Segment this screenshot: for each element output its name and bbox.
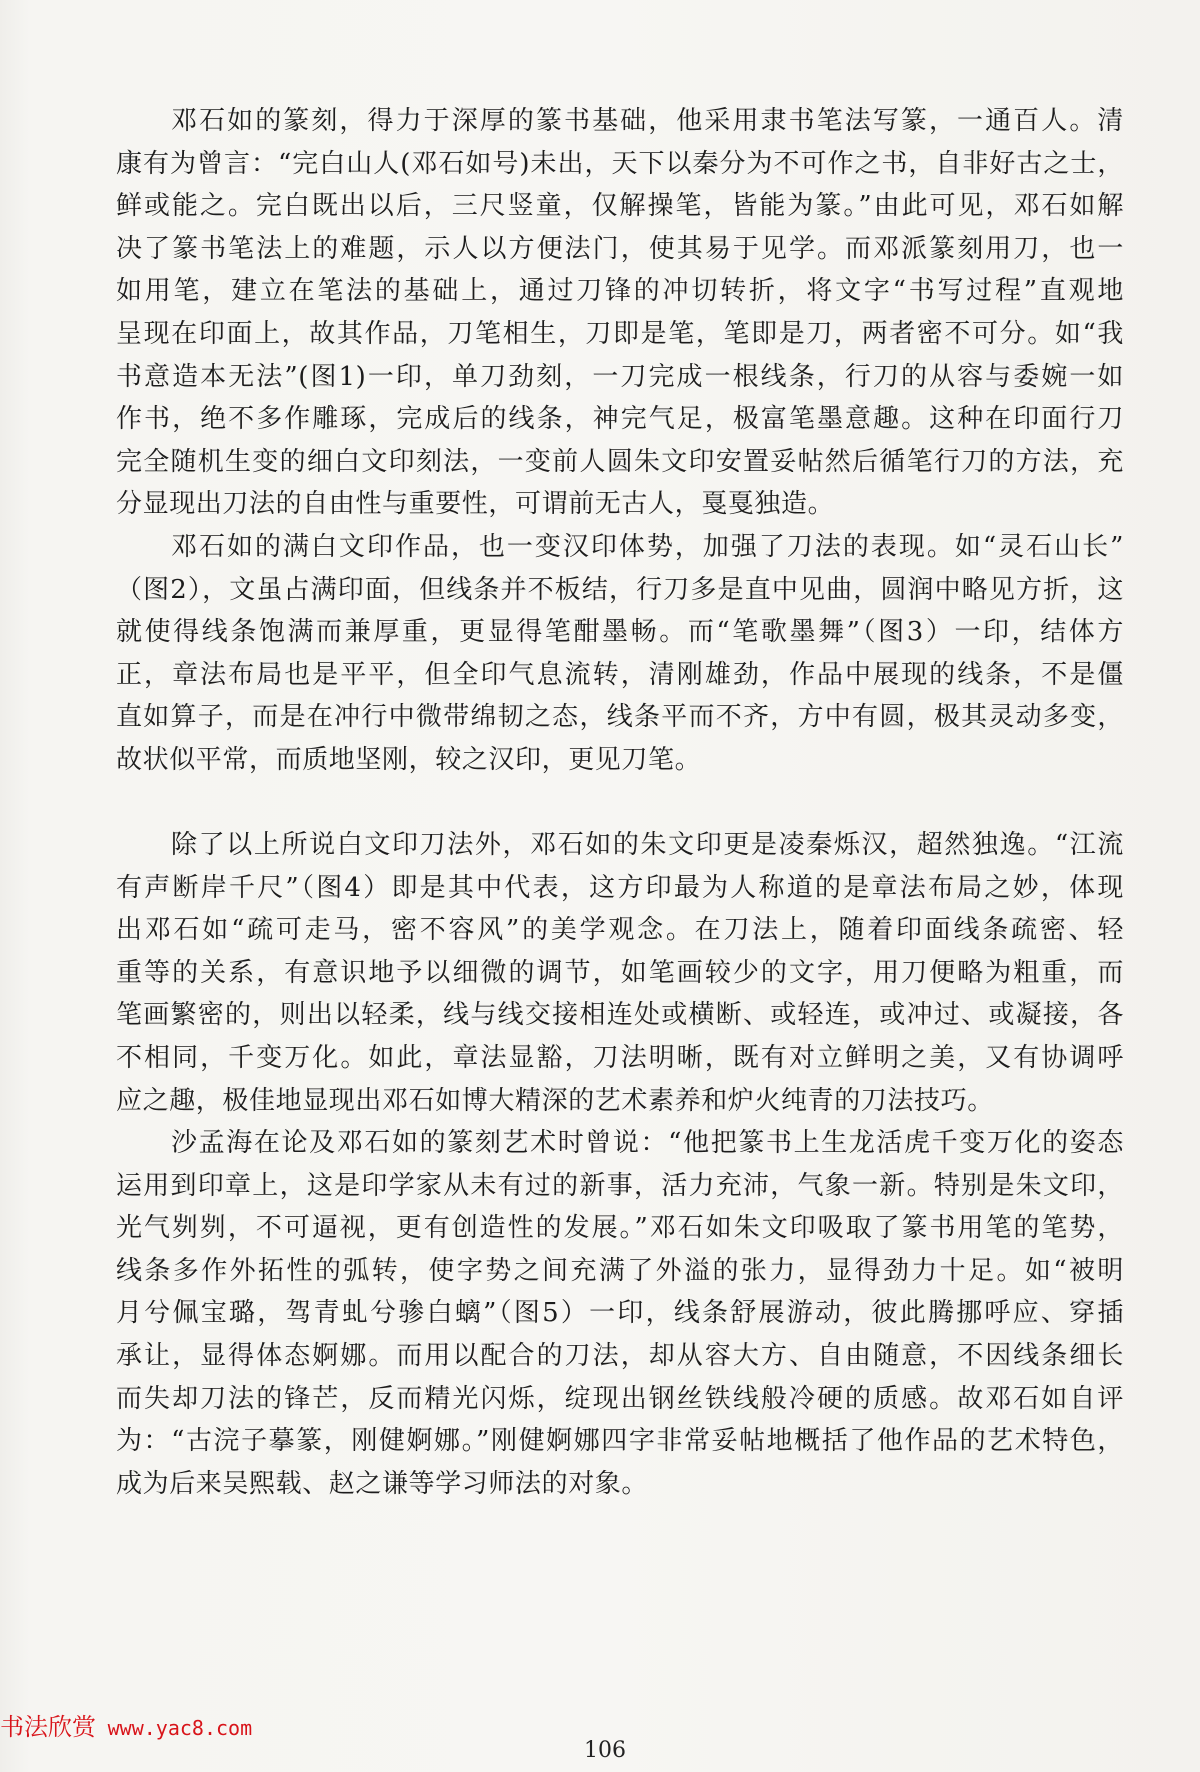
text-line: 重等的关系，有意识地予以细微的调节，如笔画较少的文字，用刀便略为粗重，而 xyxy=(116,957,1124,988)
text-line: 线条多作外拓性的弧转，使字势之间充满了外溢的张力，显得劲力十足。如“被明 xyxy=(116,1255,1124,1286)
text-line: 除了以上所说白文印刀法外，邓石如的朱文印更是凌秦烁汉，超然独逸。“江流 xyxy=(171,830,1124,860)
watermark-site-name: 书法欣赏 xyxy=(0,1713,96,1741)
text-line: 有声断岸千尺”（图4）即是其中代表，这方印最为人称道的是章法布局之妙，体现 xyxy=(116,872,1124,903)
text-line: 光气刿刿，不可逼视，更有创造性的发展。”邓石如朱文印吸取了篆书用笔的笔势， xyxy=(116,1213,1124,1244)
text-line: 承让，显得体态婀娜。而用以配合的刀法，却从容大方、自由随意，不因线条细长 xyxy=(116,1340,1124,1371)
paragraph-3 xyxy=(116,824,1124,1122)
text-line: 月兮佩宝璐，驾青虬兮骖白螭”（图5）一印，线条舒展游动，彼此腾挪呼应、穿插 xyxy=(116,1298,1124,1329)
text-line: 笔画繁密的，则出以轻柔，线与线交接相连处或横断、或轻连，或冲过、或凝接，各 xyxy=(116,1000,1124,1031)
text-line: 故状似平常，而质地坚刚，较之汉印，更见刀笔。 xyxy=(116,744,702,775)
text-line: 分显现出刀法的自由性与重要性，可谓前无古人，戛戛独造。 xyxy=(116,489,835,520)
text-line: 完全随机生变的细白文印刻法，一变前人圆朱文印安置妥帖然后循笔行刀的方法，充 xyxy=(116,446,1124,477)
text-line: 而失却刀法的锋芒，反而精光闪烁，绽现出钢丝铁线般冷硬的质感。故邓石如自评 xyxy=(116,1383,1124,1414)
text-line: 应之趣，极佳地显现出邓石如博大精深的艺术素养和炉火纯青的刀法技巧。 xyxy=(116,1085,994,1116)
text-line: 邓石如的满白文印作品，也一变汉印体势，加强了刀法的表现。如“灵石山长” xyxy=(171,532,1124,562)
watermark-url: www.yac8.com xyxy=(107,1716,253,1740)
text-line: 决了篆书笔法上的难题，示人以方便法门，使其易于见学。而邓派篆刻用刀，也一 xyxy=(116,233,1124,264)
site-watermark xyxy=(0,1709,252,1745)
paragraph-1 xyxy=(116,100,1124,526)
text-line: 康有为曾言：“完白山人(邓石如号)未出，天下以秦分为不可作之书，自非好古之士， xyxy=(116,148,1124,179)
paragraph-2 xyxy=(116,526,1124,782)
page-number: 106 xyxy=(584,1738,626,1763)
text-line: 作书，绝不多作雕琢，完成后的线条，神完气足，极富笔墨意趣。这种在印面行刀 xyxy=(116,404,1124,435)
text-line: 呈现在印面上，故其作品，刀笔相生，刀即是笔，笔即是刀，两者密不可分。如“我 xyxy=(116,318,1124,349)
text-line: 书意造本无法”(图1)一印，单刀劲刻，一刀完成一根线条，行刀的从容与委婉一如 xyxy=(116,361,1124,392)
text-line: 就使得线条饱满而兼厚重，更显得笔酣墨畅。而“笔歌墨舞”（图3）一印，结体方 xyxy=(116,617,1124,648)
text-line: 正，章法布局也是平平，但全印气息流转，清刚雄劲，作品中展现的线条，不是僵 xyxy=(116,659,1124,690)
text-line: 邓石如的篆刻，得力于深厚的篆书基础，他采用隶书笔法写篆，一通百人。清 xyxy=(171,106,1124,136)
text-line: 成为后来吴熙载、赵之谦等学习师法的对象。 xyxy=(116,1468,649,1499)
text-line: 不相同，千变万化。如此，章法显豁，刀法明晰，既有对立鲜明之美，又有协调呼 xyxy=(116,1042,1124,1073)
text-line: 鲜或能之。完白既出以后，三尺竖童，仅解操笔，皆能为篆。”由此可见，邓石如解 xyxy=(116,191,1124,222)
text-line: 出邓石如“疏可走马，密不容风”的美学观念。在刀法上，随着印面线条疏密、轻 xyxy=(116,915,1124,946)
text-line: （图2），文虽占满印面，但线条并不板结，行刀多是直中见曲，圆润中略见方折，这 xyxy=(116,574,1124,605)
text-line: 如用笔，建立在笔法的基础上，通过刀锋的冲切转折，将文字“书写过程”直观地 xyxy=(116,276,1124,307)
text-line: 为：“古浣子摹篆，刚健婀娜。”刚健婀娜四字非常妥帖地概括了他作品的艺术特色， xyxy=(116,1426,1124,1457)
text-line: 沙孟海在论及邓石如的篆刻艺术时曾说：“他把篆书上生龙活虎千变万化的姿态 xyxy=(171,1128,1124,1158)
paragraph-4 xyxy=(116,1122,1124,1505)
text-line: 直如算子，而是在冲行中微带绵韧之态，线条平而不齐，方中有圆，极其灵动多变， xyxy=(116,702,1124,733)
text-line: 运用到印章上，这是印学家从未有过的新事，活力充沛，气象一新。特别是朱文印， xyxy=(116,1170,1124,1201)
